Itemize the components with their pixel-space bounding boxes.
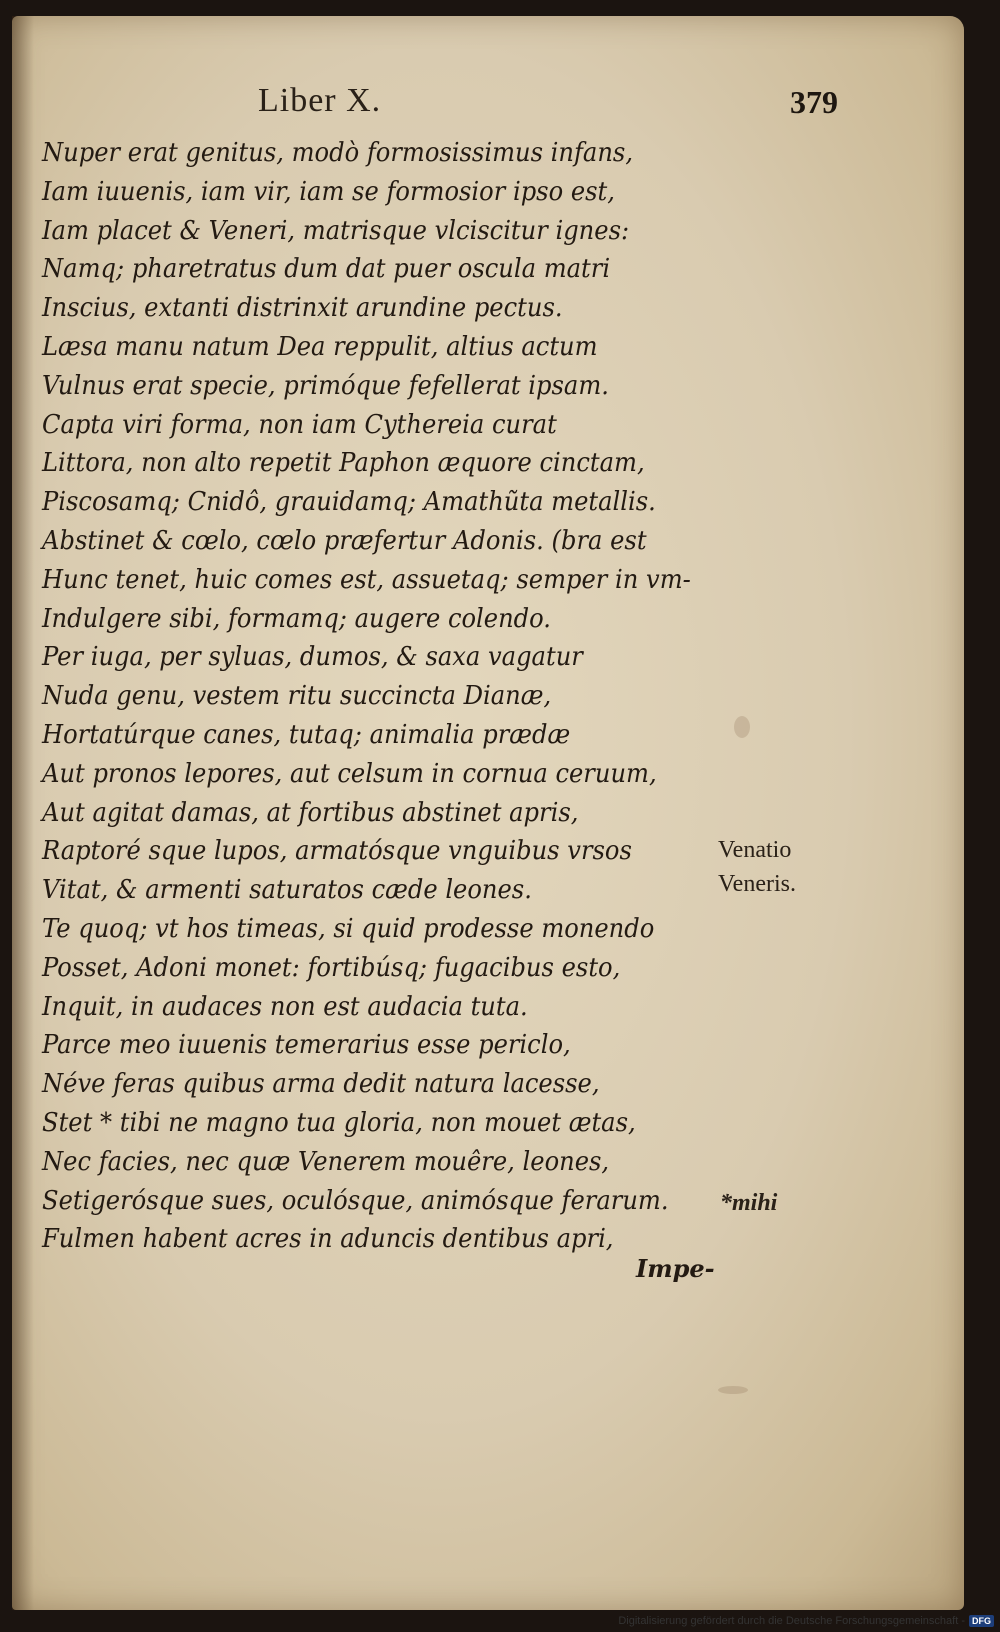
running-head: Liber X. <box>258 82 382 119</box>
verse-block <box>42 134 722 1259</box>
verse-line: Namq; pharetratus dum dat puer oscula matri <box>42 254 611 285</box>
verse-line: Fulmen habent acres in aduncis dentibus apri, <box>42 1224 614 1255</box>
dfg-logo: DFG <box>969 1615 994 1627</box>
verse-line: Capta viri forma, non iam Cythereia curat <box>42 409 557 440</box>
paper-stain <box>734 716 750 738</box>
verse-line: Inquit, in audaces non est audacia tuta. <box>42 991 528 1022</box>
digitization-credit <box>618 1612 994 1630</box>
catchword: Impe- <box>636 1254 715 1283</box>
paper-stain <box>718 1386 748 1394</box>
verse-line: Iam iuuenis, iam vir, iam se formosior ipso est, <box>42 176 615 207</box>
verse-line: Stet * tibi ne magno tua gloria, non mouet ætas, <box>42 1107 636 1138</box>
verse-line: Læsa manu natum Dea reppulit, altius actum <box>42 331 598 362</box>
verse-line: Piscosamq; Cnidô, grauidamq; Amathũta metallis. <box>42 487 656 518</box>
verse-line: Abstinet & cœlo, cœlo præfertur Adonis. (bra est <box>42 525 647 556</box>
verse-line: Vitat, & armenti saturatos cæde leones. <box>42 875 532 906</box>
marginal-note-venatio <box>718 833 796 901</box>
marginal-note-line: Venatio <box>718 837 792 863</box>
verse-line: Per iuga, per syluas, dumos, & saxa vagatur <box>42 642 583 673</box>
marginal-note-mihi: *mihi <box>720 1190 778 1216</box>
verse-line: Aut pronos lepores, aut celsum in cornua ceruum, <box>42 758 657 789</box>
page-number: 379 <box>790 84 838 120</box>
verse-line: Hunc tenet, huic comes est, assuetaq; semper in vm- <box>42 564 691 595</box>
verse-line: Iam placet & Veneri, matrisque vlciscitur ignes: <box>42 215 630 246</box>
verse-line: Vulnus erat specie, primóque fefellerat ipsam. <box>42 370 609 401</box>
verse-line: Aut agitat damas, at fortibus abstinet apris, <box>42 797 579 828</box>
marginal-note-line: Veneris. <box>718 871 796 897</box>
verse-line: Inscius, extanti distrinxit arundine pectus. <box>42 293 563 324</box>
credit-text: Digitalisierung gefördert durch die Deutsche Forschungsgemeinschaft - <box>618 1615 965 1627</box>
verse-line: Nuda genu, vestem ritu succincta Dianæ, <box>42 681 552 712</box>
verse-line: Hortatúrque canes, tutaq; animalia prædæ <box>42 719 571 750</box>
verse-line: Te quoq; vt hos timeas, si quid prodesse monendo <box>42 913 655 944</box>
verse-line: Nec facies, nec quæ Venerem mouêre, leones, <box>42 1146 610 1177</box>
verse-line: Setigerósque sues, oculósque, animósque ferarum. <box>42 1185 669 1216</box>
verse-line: Néve feras quibus arma dedit natura lacesse, <box>42 1069 600 1100</box>
verse-line: Posset, Adoni monet: fortibúsq; fugacibus esto, <box>42 952 621 983</box>
verse-line: Parce meo iuuenis temerarius esse periclo, <box>42 1030 571 1061</box>
verse-line: Littora, non alto repetit Paphon æquore cinctam, <box>42 448 645 479</box>
verse-line: Nuper erat genitus, modò formosissimus infans, <box>42 138 634 168</box>
verse-line: Indulgere sibi, formamq; augere colendo. <box>42 603 551 634</box>
verse-line: Raptoré sque lupos, armatósque vnguibus vrsos <box>42 836 632 867</box>
